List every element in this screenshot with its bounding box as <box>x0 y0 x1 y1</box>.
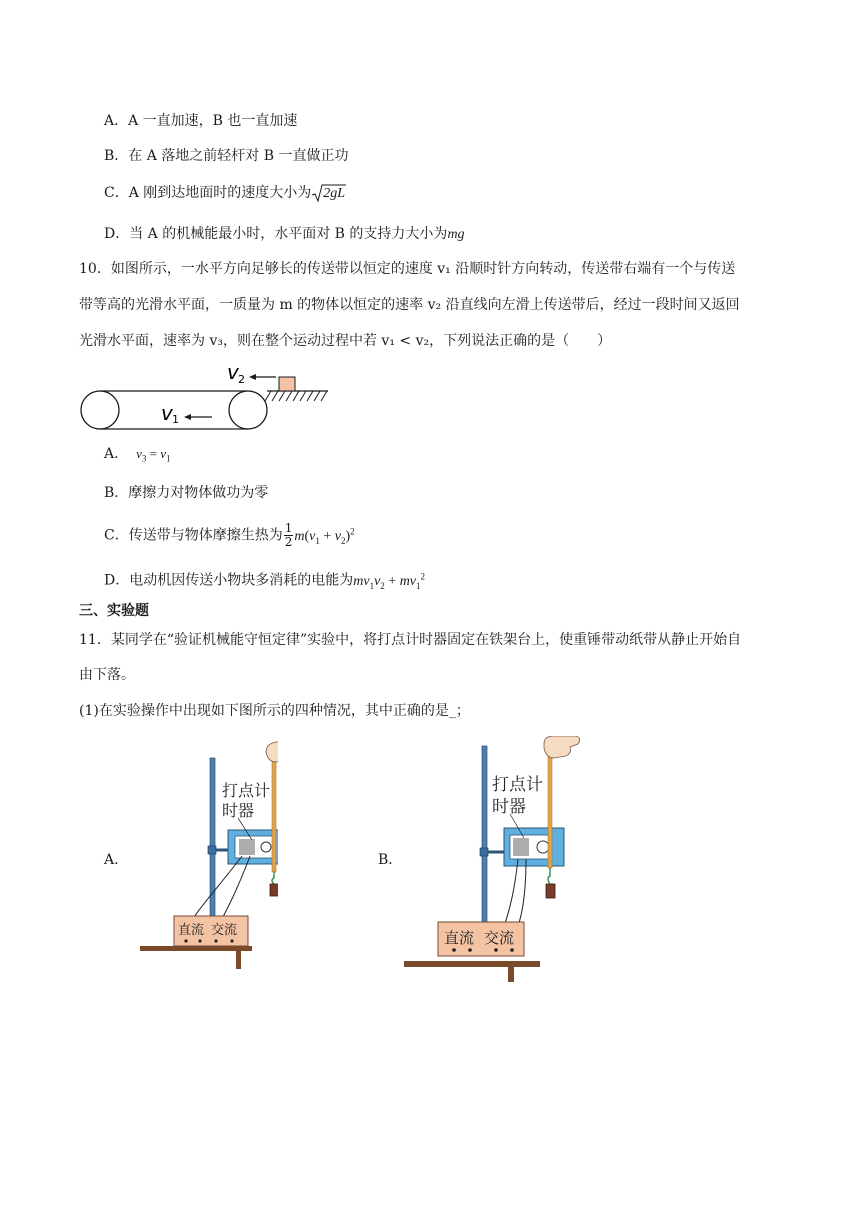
stand-rod <box>482 746 487 924</box>
paper-tape <box>548 744 552 868</box>
fig-label-b: B． <box>378 852 403 868</box>
dc-label: 直流 <box>178 923 205 938</box>
timer-label-line2: 时器 <box>492 797 526 817</box>
dc-label: 直流 <box>444 929 475 947</box>
v2-label: v <box>227 360 239 384</box>
fig-label-a: A． <box>104 852 129 868</box>
q10-line-1: 10．如图所示，一水平方向足够长的传送带以恒定的速度 v₁ 沿顺时针方向转动，传送带右端有一个与传送 <box>79 261 736 277</box>
q10-option-d-math: $mv_1v_2 + mv_1^2$ <box>353 571 426 591</box>
v2-subscript: 2 <box>238 373 245 386</box>
q10-option-c-text: C．传送带与物体摩擦生热为 <box>104 527 283 544</box>
left-pulley <box>81 391 119 429</box>
table-top <box>140 946 252 951</box>
q11-line-3: (1)在实验操作中出现如下图所示的四种情况，其中正确的是_； <box>79 703 470 719</box>
q10-option-a-math: $v_3 = v_1$ <box>136 446 171 464</box>
q9-option-d-math: mg <box>447 227 465 242</box>
timer-label-line1: 打点计 <box>492 775 543 795</box>
ac-label: 交流 <box>211 923 238 938</box>
timer-label-line1: 打点计 <box>222 781 271 800</box>
ac-label: 交流 <box>484 929 515 947</box>
v1-label: v <box>161 401 173 425</box>
apparatus-figure-b <box>404 736 594 982</box>
q10-line-3: 光滑水平面，速率为 v₃，则在整个运动过程中若 v₁ < v₂，下列说法正确的是（ ） <box>79 333 612 349</box>
timer-label-line2: 时器 <box>222 801 255 820</box>
paper-tape <box>272 752 276 872</box>
section-heading: 三、实验题 <box>79 603 149 619</box>
q11-line-2: 由下落。 <box>79 667 135 683</box>
q10-option-c <box>104 521 355 550</box>
q10-option-a-label: A． <box>104 446 129 462</box>
platform-hatching <box>265 391 327 401</box>
q9-option-c-math: 2gL <box>323 186 346 201</box>
q9-option-c-text: C．A 刚到达地面时的速度大小为 <box>104 185 312 201</box>
q10-option-a <box>104 444 171 469</box>
q10-option-c-math: $m(v_1 + v_2)^2$ <box>294 526 355 546</box>
q9-option-d <box>104 224 465 245</box>
table-top <box>404 961 540 967</box>
q9-option-a: A．A 一直加速，B 也一直加速 <box>104 113 298 129</box>
hand <box>544 736 580 758</box>
weight <box>546 884 555 898</box>
v1-subscript: 1 <box>172 413 179 426</box>
fraction-one-half: $\frac{1}{2}$ <box>284 521 293 550</box>
q10-option-d-text: D．电动机因传送小物块多消耗的电能为 <box>104 572 354 589</box>
q10-option-b: B．摩擦力对物体做功为零 <box>104 485 269 501</box>
hand <box>266 740 278 762</box>
q11-line-1: 11．某同学在“验证机械能守恒定律”实验中，将打点计时器固定在铁架台上，使重锤带动纸带从静止开始自 <box>79 632 742 648</box>
q10-option-d <box>104 566 425 595</box>
q9-option-d-text: D．当 A 的机械能最小时，水平面对 B 的支持力大小为 <box>104 226 448 242</box>
q9-option-c <box>104 183 345 204</box>
weight <box>270 884 278 896</box>
q10-line-2: 带等高的光滑水平面，一质量为 m 的物体以恒定的速率 v₂ 沿直线向左滑上传送带后，经过一段时间又返回 <box>79 297 740 313</box>
apparatus-figure-a <box>138 738 278 974</box>
q9-option-b: B．在 A 落地之前轻杆对 B 一直做正功 <box>104 148 349 164</box>
conveyor-belt-figure <box>78 360 338 432</box>
block <box>279 377 295 391</box>
right-pulley <box>229 391 267 429</box>
